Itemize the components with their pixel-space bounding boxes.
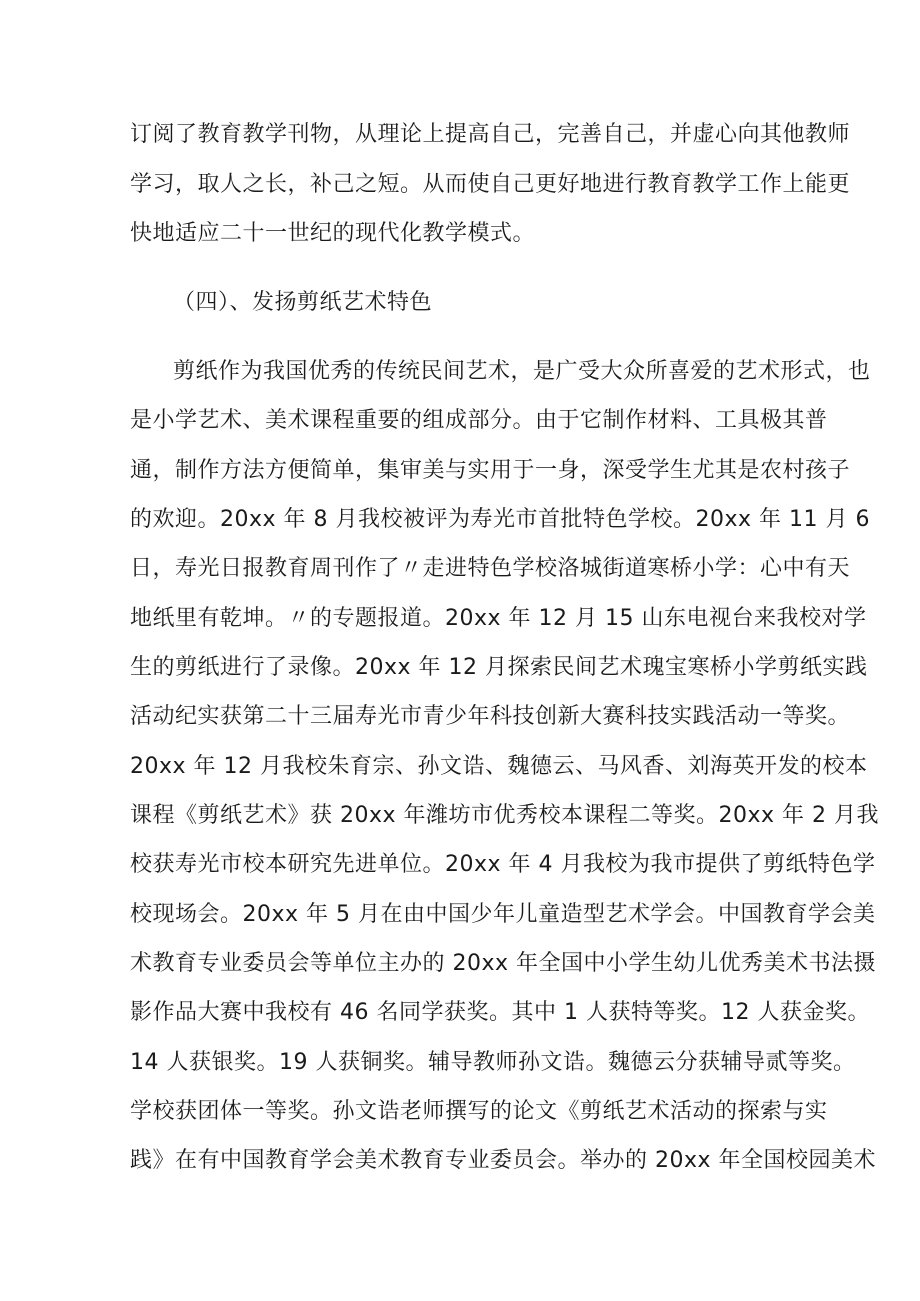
continuation-line-3: 快地适应二十一世纪的现代化教学模式。: [130, 221, 536, 246]
paragraph-line-7: 生的剪纸进行了录像。20xx 年 12 月探索民间艺术瑰宝寒桥小学剪纸实践: [130, 655, 868, 680]
paragraph-line-3: 通，制作方法方便简单，集审美与实用于一身，深受学生尤其是农村孩子: [130, 458, 851, 483]
paragraph-line-9: 20xx 年 12 月我校朱育宗、孙文诰、魏德云、马风香、刘海英开发的校本: [130, 754, 868, 779]
paragraph-line-2: 是小学艺术、美术课程重要的组成部分。由于它制作材料、工具极其普: [130, 408, 828, 433]
section-heading: （四）、发扬剪纸艺术特色: [173, 290, 433, 315]
paragraph-line-10: 课程《剪纸艺术》获 20xx 年潍坊市优秀校本课程二等奖。20xx 年 2 月我: [130, 803, 880, 828]
paragraph-line-16: 学校获团体一等奖。孙文诰老师撰写的论文《剪纸艺术活动的探索与实: [130, 1099, 828, 1124]
paragraph-line-13: 术教育专业委员会等单位主办的 20xx 年全国中小学生幼儿优秀美术书法摄: [130, 951, 877, 976]
continuation-line-1: 订阅了教育教学刊物，从理论上提高自己，完善自己，并虚心向其他教师: [130, 122, 851, 147]
paragraph-line-1: 剪纸作为我国优秀的传统民间艺术，是广受大众所喜爱的艺术形式，也: [173, 359, 871, 384]
paragraph-line-6: 地纸里有乾坤。〃的专题报道。20xx 年 12 月 15 山东电视台来我校对学: [130, 606, 867, 631]
continuation-line-2: 学习，取人之长，补己之短。从而使自己更好地进行教育教学工作上能更: [130, 172, 851, 197]
paragraph-line-14: 影作品大赛中我校有 46 名同学获奖。其中 1 人获特等奖。12 人获金奖。: [130, 1000, 870, 1025]
paragraph-line-8: 活动纪实获第二十三届寿光市青少年科技创新大赛科技实践活动一等奖。: [130, 704, 851, 729]
paragraph-line-11: 校获寿光市校本研究先进单位。20xx 年 4 月我校为我市提供了剪纸特色学: [130, 852, 876, 877]
paragraph-line-17: 践》在有中国教育学会美术教育专业委员会。举办的 20xx 年全国校园美术: [130, 1148, 877, 1173]
paragraph-line-12: 校现场会。20xx 年 5 月在由中国少年儿童造型艺术学会。中国教育学会美: [130, 902, 876, 927]
paragraph-line-15: 14 人获银奖。19 人获铜奖。辅导教师孙文诰。魏德云分获辅导贰等奖。: [130, 1050, 856, 1075]
paragraph-line-4: 的欢迎。20xx 年 8 月我校被评为寿光市首批特色学校。20xx 年 11 月 6: [130, 507, 871, 532]
paragraph-line-5: 日，寿光日报教育周刊作了〃走进特色学校洛城街道寒桥小学：心中有天: [130, 556, 851, 581]
